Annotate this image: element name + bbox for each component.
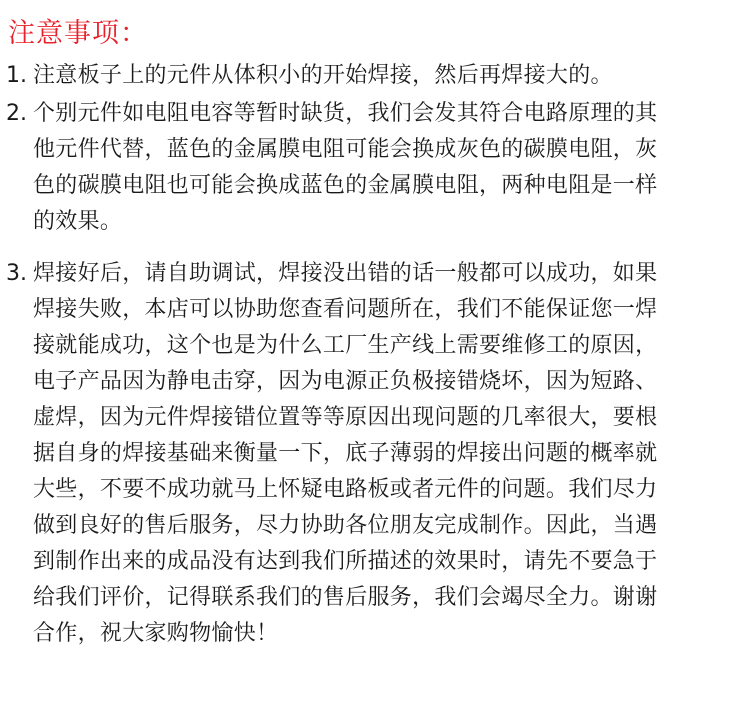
item-line: 焊接好后，请自助调试，焊接没出错的话一般都可以成功，如果 <box>33 261 658 286</box>
item-number: 1. <box>6 63 27 88</box>
item-number: 3. <box>6 261 27 286</box>
item-line: 合作，祝大家购物愉快！ <box>33 621 279 646</box>
item-line: 色的碳膜电阻也可能会换成蓝色的金属膜电阻，两种电阻是一样 <box>33 173 658 198</box>
item-line: 到制作出来的成品没有达到我们所描述的效果时，请先不要急于 <box>33 549 658 574</box>
page-title: 注意事项： <box>8 18 148 49</box>
item-line: 接就能成功，这个也是为什么工厂生产线上需要维修工的原因， <box>33 333 658 358</box>
item-line: 个别元件如电阻电容等暂时缺货，我们会发其符合电路原理的其 <box>33 101 658 126</box>
item-line: 虚焊，因为元件焊接错位置等等原因出现问题的几率很大，要根 <box>33 405 658 430</box>
item-line: 大些，不要不成功就马上怀疑电路板或者元件的问题。我们尽力 <box>33 477 658 502</box>
item-line: 电子产品因为静电击穿，因为电源正负极接错烧坏，因为短路、 <box>33 369 658 394</box>
item-line: 给我们评价，记得联系我们的售后服务，我们会竭尽全力。谢谢 <box>33 585 658 610</box>
item-line: 他元件代替，蓝色的金属膜电阻可能会换成灰色的碳膜电阻，灰 <box>33 137 658 162</box>
item-line: 焊接失败，本店可以协助您查看问题所在，我们不能保证您一焊 <box>33 297 658 322</box>
item-line: 做到良好的售后服务，尽力协助各位朋友完成制作。因此，当遇 <box>33 513 658 538</box>
item-number: 2. <box>6 101 27 126</box>
item-line: 注意板子上的元件从体积小的开始焊接，然后再焊接大的。 <box>33 63 613 88</box>
item-line: 的效果。 <box>33 209 123 234</box>
item-line: 据自身的焊接基础来衡量一下，底子薄弱的焊接出问题的概率就 <box>33 441 658 466</box>
